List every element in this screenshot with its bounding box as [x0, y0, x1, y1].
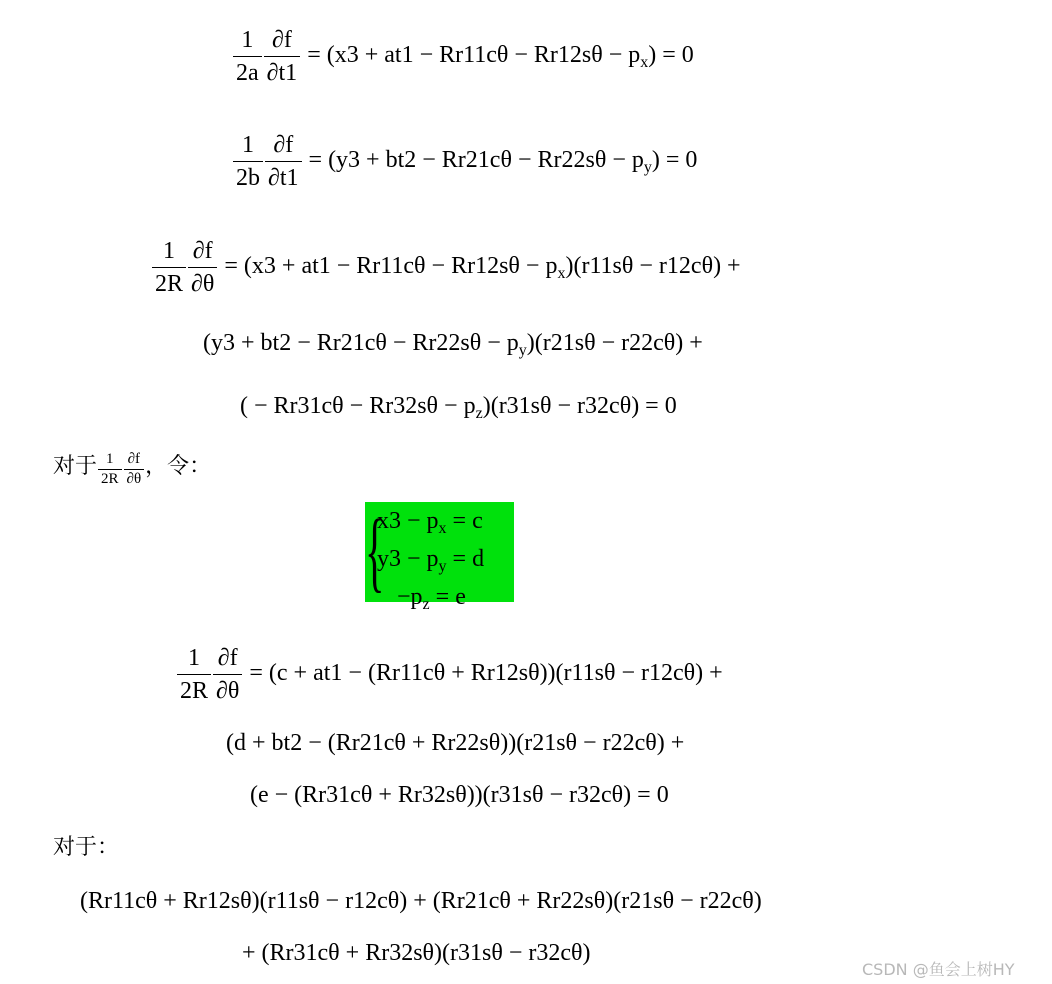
equation-2-rhs: = (y3 + bt2 − Rr21cθ − Rr22sθ − p: [308, 147, 644, 174]
fraction-coefficient: $\frac{1}{2R}$: [177, 646, 211, 703]
equation-1: [232, 28, 694, 85]
paragraph-prefix: 对于: [53, 454, 98, 479]
fraction-coefficient: $\frac{1}{2a}$: [233, 28, 262, 85]
inline-fraction-coefficient: $\frac{1}{2R}$: [98, 452, 122, 487]
equation-2-tail: ) = 0: [651, 147, 698, 174]
equation-5-line-1: (Rr11cθ + Rr12sθ)(r11sθ − r12cθ) + (Rr21cθ + Rr22sθ)(r21sθ − r22cθ): [80, 888, 762, 914]
equation-1-rhs: = (x3 + at1 − Rr11cθ − Rr12sθ − p: [307, 42, 641, 69]
equation-2: [232, 133, 697, 190]
paragraph-for: 对于：: [53, 835, 120, 860]
paragraph-suffix: ，令：: [145, 454, 212, 479]
paragraph-for-derivative: [53, 452, 211, 487]
left-brace: {: [365, 502, 385, 601]
subscript: x: [557, 265, 566, 283]
inline-fraction-derivative: $\frac{\partial f}{\partial\theta}$: [124, 452, 145, 487]
fraction-derivative: $\frac{\partial f}{\partial\theta}$: [213, 646, 242, 703]
subscript: z: [475, 405, 483, 422]
equation-1-tail: ) = 0: [648, 42, 694, 69]
system-rows: [377, 506, 484, 620]
equation-5-line-2: + (Rr31cθ + Rr32sθ)(r31sθ − r32cθ): [242, 940, 591, 966]
subscript: x: [640, 54, 649, 72]
system-row-1: $x3 - p_x = c$: [377, 508, 483, 537]
equation-4-line-3: (e − (Rr31cθ + Rr32sθ))(r31sθ − r32cθ) = 0: [250, 782, 669, 808]
fraction-derivative: $\frac{\partial f}{\partial t1}$: [265, 133, 302, 190]
equation-4-line-2: (d + bt2 − (Rr21cθ + Rr22sθ))(r21sθ − r22cθ) +: [226, 730, 685, 756]
equation-3-line-3: ( − $Rr31c\theta - Rr32s\theta - p_z)(r31s\theta - r32c\theta) = 0$: [240, 393, 677, 422]
subscript: y: [518, 342, 527, 359]
fraction-derivative: $\frac{\partial f}{\partial t1}$: [264, 28, 301, 85]
watermark: CSDN @鱼会上树HY: [862, 960, 1015, 979]
fraction-derivative: $\frac{\partial f}{\partial\theta}$: [188, 239, 217, 296]
fraction-coefficient: $\frac{1}{2b}$: [233, 133, 263, 190]
system-row-3: $-p_z = e$: [397, 584, 466, 613]
equation-4-line-1: $\frac{1}{2R}$ $\frac{\partial f}{\partial\theta}$ = (c + at1 − (Rr11cθ + Rr12sθ))(r11sθ − r12cθ) +: [176, 646, 723, 703]
highlighted-equation-system: [365, 502, 514, 613]
subscript: y: [643, 159, 652, 177]
fraction-coefficient: $\frac{1}{2R}$: [152, 239, 186, 296]
system-row-2: $y3 - p_y = d$: [377, 546, 485, 575]
equation-3-line-1: $\frac{1}{2R}$ $\frac{\partial f}{\partial\theta}$ = $(x3 + at1 - Rr11c\theta - Rr12s\theta - p_x)(r11s\theta - r12c\theta)$ +: [151, 239, 741, 296]
equation-3-line-2: $(y3 + bt2 - Rr21c\theta - Rr22s\theta - p_y)(r21s\theta - r22c\theta)$ +: [203, 330, 703, 359]
